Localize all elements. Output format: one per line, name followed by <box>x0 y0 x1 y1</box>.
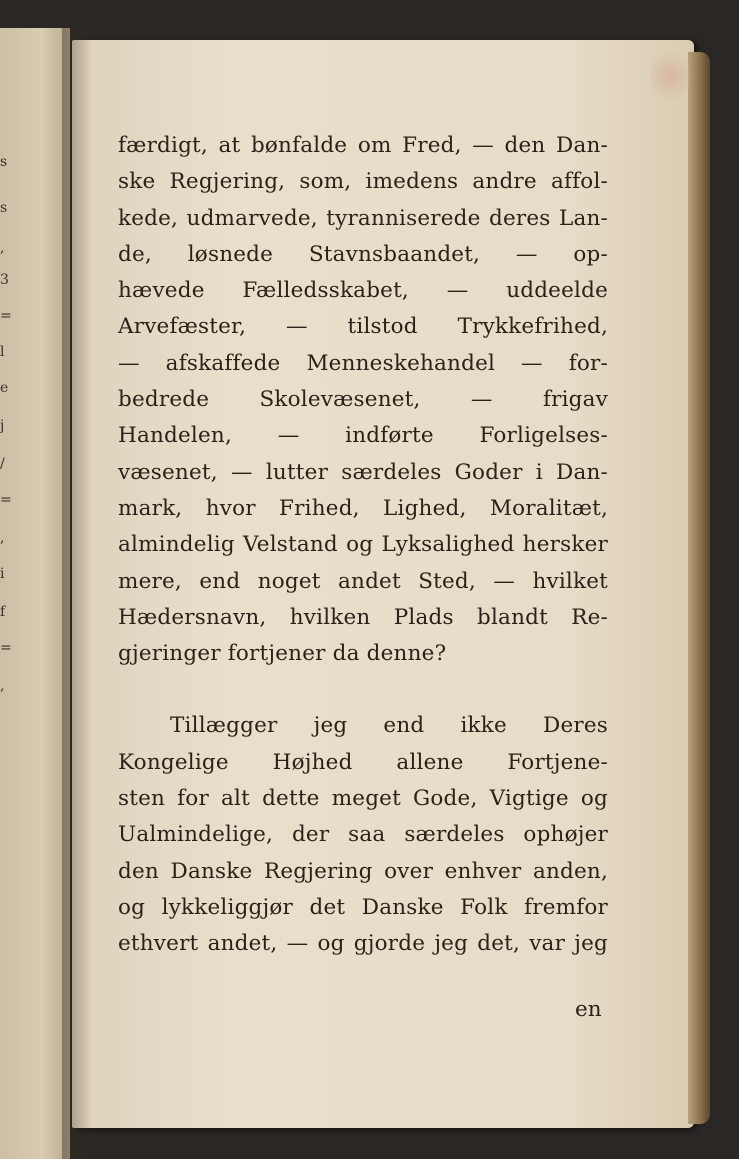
text-line: gjeringer fortjener da denne? <box>118 641 447 667</box>
catchword: en <box>575 997 602 1022</box>
left-page-mark: = <box>0 492 12 508</box>
text-line: Hædersnavn, hvilken Plads blandt Re- <box>118 604 608 630</box>
left-page-mark: s <box>0 200 8 216</box>
left-page-mark: , <box>0 240 5 256</box>
left-page-mark: f <box>0 604 6 620</box>
text-line: mere, end noget andet Sted, — hvilket <box>118 568 608 594</box>
text-line: sten for alt dette meget Gode, Vigtige og <box>118 786 608 812</box>
left-page-mark: s <box>0 154 8 170</box>
page-edge <box>688 52 710 1124</box>
text-line: Kongelige Højhed allene Fortjene- <box>118 749 608 775</box>
left-page-mark: , <box>0 678 5 694</box>
text-line: færdigt, at bønfalde om Fred, — den Dan- <box>118 133 608 158</box>
text-line: ske Regjering, som, imedens andre affol- <box>118 169 608 195</box>
page-text <box>118 128 608 963</box>
text-line: Tillægger jeg end ikke Deres <box>170 713 608 739</box>
paragraph-2 <box>118 708 608 962</box>
text-line: Handelen, — indførte Forligelses- <box>118 423 608 449</box>
left-page-mark: l <box>0 344 5 360</box>
text-line: — afskaffede Menneskehandel — for- <box>118 350 608 376</box>
left-page-mark: = <box>0 640 12 656</box>
spine-shadow <box>62 28 92 1159</box>
text-line: ethvert andet, — og gjorde jeg det, var jeg <box>118 931 608 957</box>
paragraph-spacer <box>118 672 608 708</box>
paper-stain <box>650 46 690 106</box>
left-page-mark: , <box>0 530 5 546</box>
left-page-mark: e <box>0 380 9 396</box>
text-line: bedrede Skolevæsenet, — frigav <box>118 387 608 413</box>
left-page-mark: = <box>0 308 12 324</box>
text-line: de, løsnede Stavnsbaandet, — op- <box>118 241 608 267</box>
left-page-mark: 3 <box>0 272 9 288</box>
text-line: hævede Fælledsskabet, — uddeelde <box>118 278 608 304</box>
left-page-mark: j <box>0 418 5 434</box>
text-line: kede, udmarvede, tyranniserede deres Lan- <box>118 205 608 231</box>
text-line: og lykkeliggjør det Danske Folk fremfor <box>118 894 608 920</box>
text-line: Arvefæster, — tilstod Trykkefrihed, <box>118 314 608 340</box>
text-line: almindelig Velstand og Lyksalighed hersker <box>118 532 608 558</box>
paragraph-1 <box>118 128 608 672</box>
left-page-mark: i <box>0 566 5 582</box>
text-line: mark, hvor Frihed, Lighed, Moralitæt, <box>118 495 608 521</box>
text-line: Ualmindelige, der saa særdeles ophøjer <box>118 822 608 848</box>
left-page-mark: / <box>0 456 5 472</box>
text-line: den Danske Regjering over enhver anden, <box>118 858 608 884</box>
text-line: væsenet, — lutter særdeles Goder i Dan- <box>118 459 608 485</box>
left-page-edge <box>0 28 70 1159</box>
